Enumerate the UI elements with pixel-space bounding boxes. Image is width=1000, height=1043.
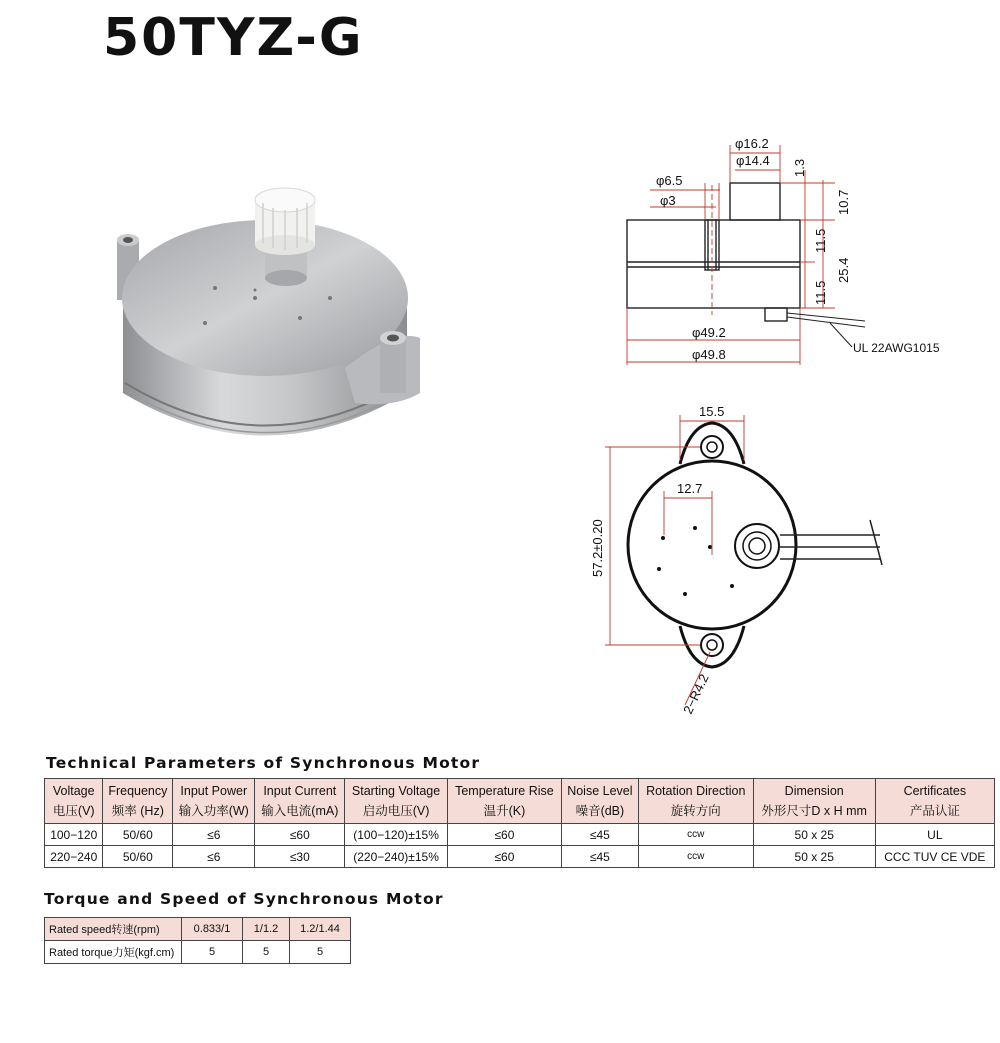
torque-value: 5 xyxy=(182,941,243,964)
table-row xyxy=(45,824,995,846)
dim-1-3: 1.3 xyxy=(792,158,807,177)
motor-photo xyxy=(95,178,435,468)
speed-value: 1.2/1.44 xyxy=(290,918,351,941)
cell-temperature-rise: ≤60 xyxy=(447,824,561,846)
speed-value: 1/1.2 xyxy=(243,918,290,941)
cell-certificates: CCC TUV CE VDE xyxy=(875,846,994,868)
cell-dimension: 50 x 25 xyxy=(753,846,875,868)
header-rotation-direction: Rotation Direction 旋转方向 xyxy=(638,779,753,824)
cell-voltage: 100−120 xyxy=(45,824,103,846)
cell-input-current: ≤60 xyxy=(255,824,345,846)
cell-dimension: 50 x 25 xyxy=(753,824,875,846)
product-title: 50TYZ-G xyxy=(103,8,364,68)
torque-speed-table xyxy=(44,917,351,964)
header-dimension: Dimension 外形尺寸D x H mm xyxy=(753,779,875,824)
cell-noise-level: ≤45 xyxy=(562,846,639,868)
technical-parameters-table xyxy=(44,778,995,868)
header-certificates: Certificates 产品认证 xyxy=(875,779,994,824)
dim-10-7: 10.7 xyxy=(836,189,851,215)
header-input-current: Input Current 输入电流(mA) xyxy=(255,779,345,824)
dim-15-5: 15.5 xyxy=(699,404,725,419)
cell-frequency: 50/60 xyxy=(103,824,173,846)
cell-frequency: 50/60 xyxy=(103,846,173,868)
rated-speed-label: Rated speed转速(rpm) xyxy=(45,918,182,941)
cell-starting-voltage: (100−120)±15% xyxy=(345,824,448,846)
table-row xyxy=(45,846,995,868)
cell-input-power: ≤6 xyxy=(173,824,255,846)
dim-57-2: 57.2±0.20 xyxy=(590,519,605,577)
speed-value: 0.833/1 xyxy=(182,918,243,941)
header-frequency: Frequency 频率 (Hz) xyxy=(103,779,173,824)
cell-certificates: UL xyxy=(875,824,994,846)
dim-phi-16-2: φ16.2 xyxy=(735,136,769,151)
header-starting-voltage: Starting Voltage 启动电压(V) xyxy=(345,779,448,824)
torque-value: 5 xyxy=(290,941,351,964)
wire-spec-label: UL 22AWG1015 xyxy=(853,341,940,355)
header-voltage: Voltage 电压(V) xyxy=(45,779,103,824)
torque-speed-title: Torque and Speed of Synchronous Motor xyxy=(44,890,444,908)
rated-torque-label: Rated torque力矩(kgf.cm) xyxy=(45,941,182,964)
cell-noise-level: ≤45 xyxy=(562,824,639,846)
cell-starting-voltage: (220−240)±15% xyxy=(345,846,448,868)
cell-temperature-rise: ≤60 xyxy=(447,846,561,868)
cell-input-current: ≤30 xyxy=(255,846,345,868)
header-temperature-rise: Temperature Rise 温升(K) xyxy=(447,779,561,824)
dim-25-4: 25.4 xyxy=(836,257,851,283)
dim-12-7: 12.7 xyxy=(677,481,703,496)
dim-phi-6-5: φ6.5 xyxy=(656,173,683,188)
header-input-power: Input Power 输入功率(W) xyxy=(173,779,255,824)
technical-drawing xyxy=(590,125,990,725)
cell-rotation-direction: ccw xyxy=(638,846,753,868)
cell-rotation-direction: ccw xyxy=(638,824,753,846)
table-header-row xyxy=(45,779,995,824)
dim-11-5-top: 11.5 xyxy=(813,228,828,253)
cell-input-power: ≤6 xyxy=(173,846,255,868)
table-row xyxy=(45,918,351,941)
dim-phi-49-8: φ49.8 xyxy=(692,347,726,362)
table-row xyxy=(45,941,351,964)
technical-parameters-title: Technical Parameters of Synchronous Motor xyxy=(46,754,481,772)
radius-label: 2−R4.2 xyxy=(680,671,712,717)
dim-phi-3: φ3 xyxy=(660,193,676,208)
dim-phi-49-2: φ49.2 xyxy=(692,325,726,340)
header-noise-level: Noise Level 噪音(dB) xyxy=(562,779,639,824)
cell-voltage: 220−240 xyxy=(45,846,103,868)
dim-11-5-bottom: 11.5 xyxy=(813,280,828,305)
dim-phi-14-4: φ14.4 xyxy=(736,153,770,168)
torque-value: 5 xyxy=(243,941,290,964)
